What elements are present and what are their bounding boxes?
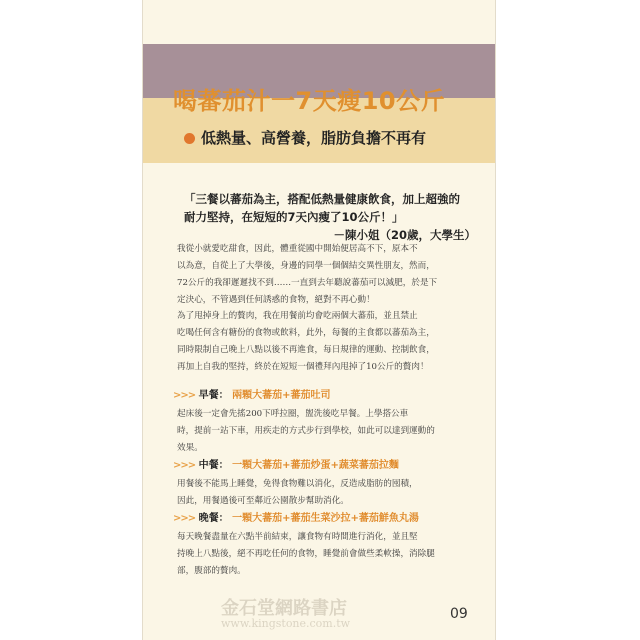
meal-menu: 兩顆大蕃茄+蕃茄吐司 xyxy=(232,390,331,401)
body-line: 用餐後不能馬上睡覺，免得食物難以消化，反造成脂肪的囤積， xyxy=(177,479,418,489)
watermark: 金石堂網路書店 xyxy=(221,598,347,619)
subtitle-row xyxy=(184,128,426,148)
body-line: 每天晚餐盡量在六點半前結束，讓食物有時間進行消化，並且堅 xyxy=(177,532,418,542)
book-page xyxy=(143,0,495,640)
body-line: 效果。 xyxy=(177,443,203,453)
body-line: 定決心，不管遇到任何誘惑的食物，絕對不再心動！ xyxy=(177,295,375,305)
quote-line: 「三餐以蕃茄為主，搭配低熱量健康飲食，加上超強的 xyxy=(184,192,460,206)
meal-name: 晚餐： xyxy=(198,513,229,524)
body-line: 吃喝任何含有糖份的食物或飲料，此外，每餐的主食都以蕃茄為主， xyxy=(177,328,435,338)
meal-heading-lunch xyxy=(173,458,399,474)
body-line: 起床後一定會先搖200下呼拉圈，盥洗後吃早餐。上學搭公車 xyxy=(177,409,409,419)
body-line: 因此，用餐過後可至鄰近公園散步幫助消化。 xyxy=(177,496,349,506)
meal-menu: 一顆大蕃茄+蕃茄炒蛋+蔬菜蕃茄拉麵 xyxy=(232,460,399,471)
meal-text-lunch xyxy=(177,476,477,510)
page-subtitle: 低熱量、高營養，脂肪負擔不再有 xyxy=(201,129,427,147)
body-line: 同時限制自己晚上八點以後不再進食，每日規律的運動、控制飲食， xyxy=(177,345,435,355)
body-line: 72公斤的我卻遲遲找不到……一直到去年聽說蕃茄可以減肥，於是下 xyxy=(177,278,438,288)
meal-menu: 一顆大蕃茄+蕃茄生菜沙拉+蕃茄鮮魚丸湯 xyxy=(232,513,419,524)
body-line: 以為意，自從上了大學後，身邊的同學一個個結交異性朋友，然而， xyxy=(177,261,435,271)
body-line: 部，腹部的贅肉。 xyxy=(177,566,246,576)
body-line: 持晚上八點後，絕不再吃任何的食物，睡覺前會做些柔軟操，消除腿 xyxy=(177,549,435,559)
watermark-url: www.kingstone.com.tw xyxy=(221,617,351,630)
meal-name: 中餐： xyxy=(198,460,229,471)
meal-text-breakfast xyxy=(177,406,477,457)
testimonial-quote xyxy=(184,190,484,244)
triple-arrow-icon: >>> xyxy=(173,390,196,401)
intro-paragraph-2 xyxy=(177,308,477,376)
body-line: 時，提前一站下車，用疾走的方式步行到學校，如此可以達到運動的 xyxy=(177,426,435,436)
meal-heading-dinner xyxy=(173,511,419,527)
quote-signature: －陳小姐（20歲，大學生） xyxy=(333,228,476,242)
bullet-dot-icon xyxy=(184,133,195,144)
page-number: 09 xyxy=(450,606,468,622)
triple-arrow-icon: >>> xyxy=(173,513,196,524)
intro-paragraph-1 xyxy=(177,241,477,309)
triple-arrow-icon: >>> xyxy=(173,460,196,471)
meal-heading-breakfast xyxy=(173,388,331,404)
quote-line: 耐力堅持，在短短的7天內瘦了10公斤！」 xyxy=(184,210,404,224)
body-line: 為了甩掉身上的贅肉，我在用餐前均會吃兩個大蕃茄，並且禁止 xyxy=(177,311,418,321)
meal-text-dinner xyxy=(177,529,477,580)
meal-name: 早餐： xyxy=(198,390,229,401)
body-line: 我從小就愛吃甜食，因此，體重從國中開始便居高不下，原本不 xyxy=(177,244,418,254)
page-title: 喝蕃茄汁一7天瘦10公斤 xyxy=(173,87,446,115)
body-line: 再加上自我的堅持，終於在短短一個禮拜內甩掉了10公斤的贅肉！ xyxy=(177,362,429,372)
